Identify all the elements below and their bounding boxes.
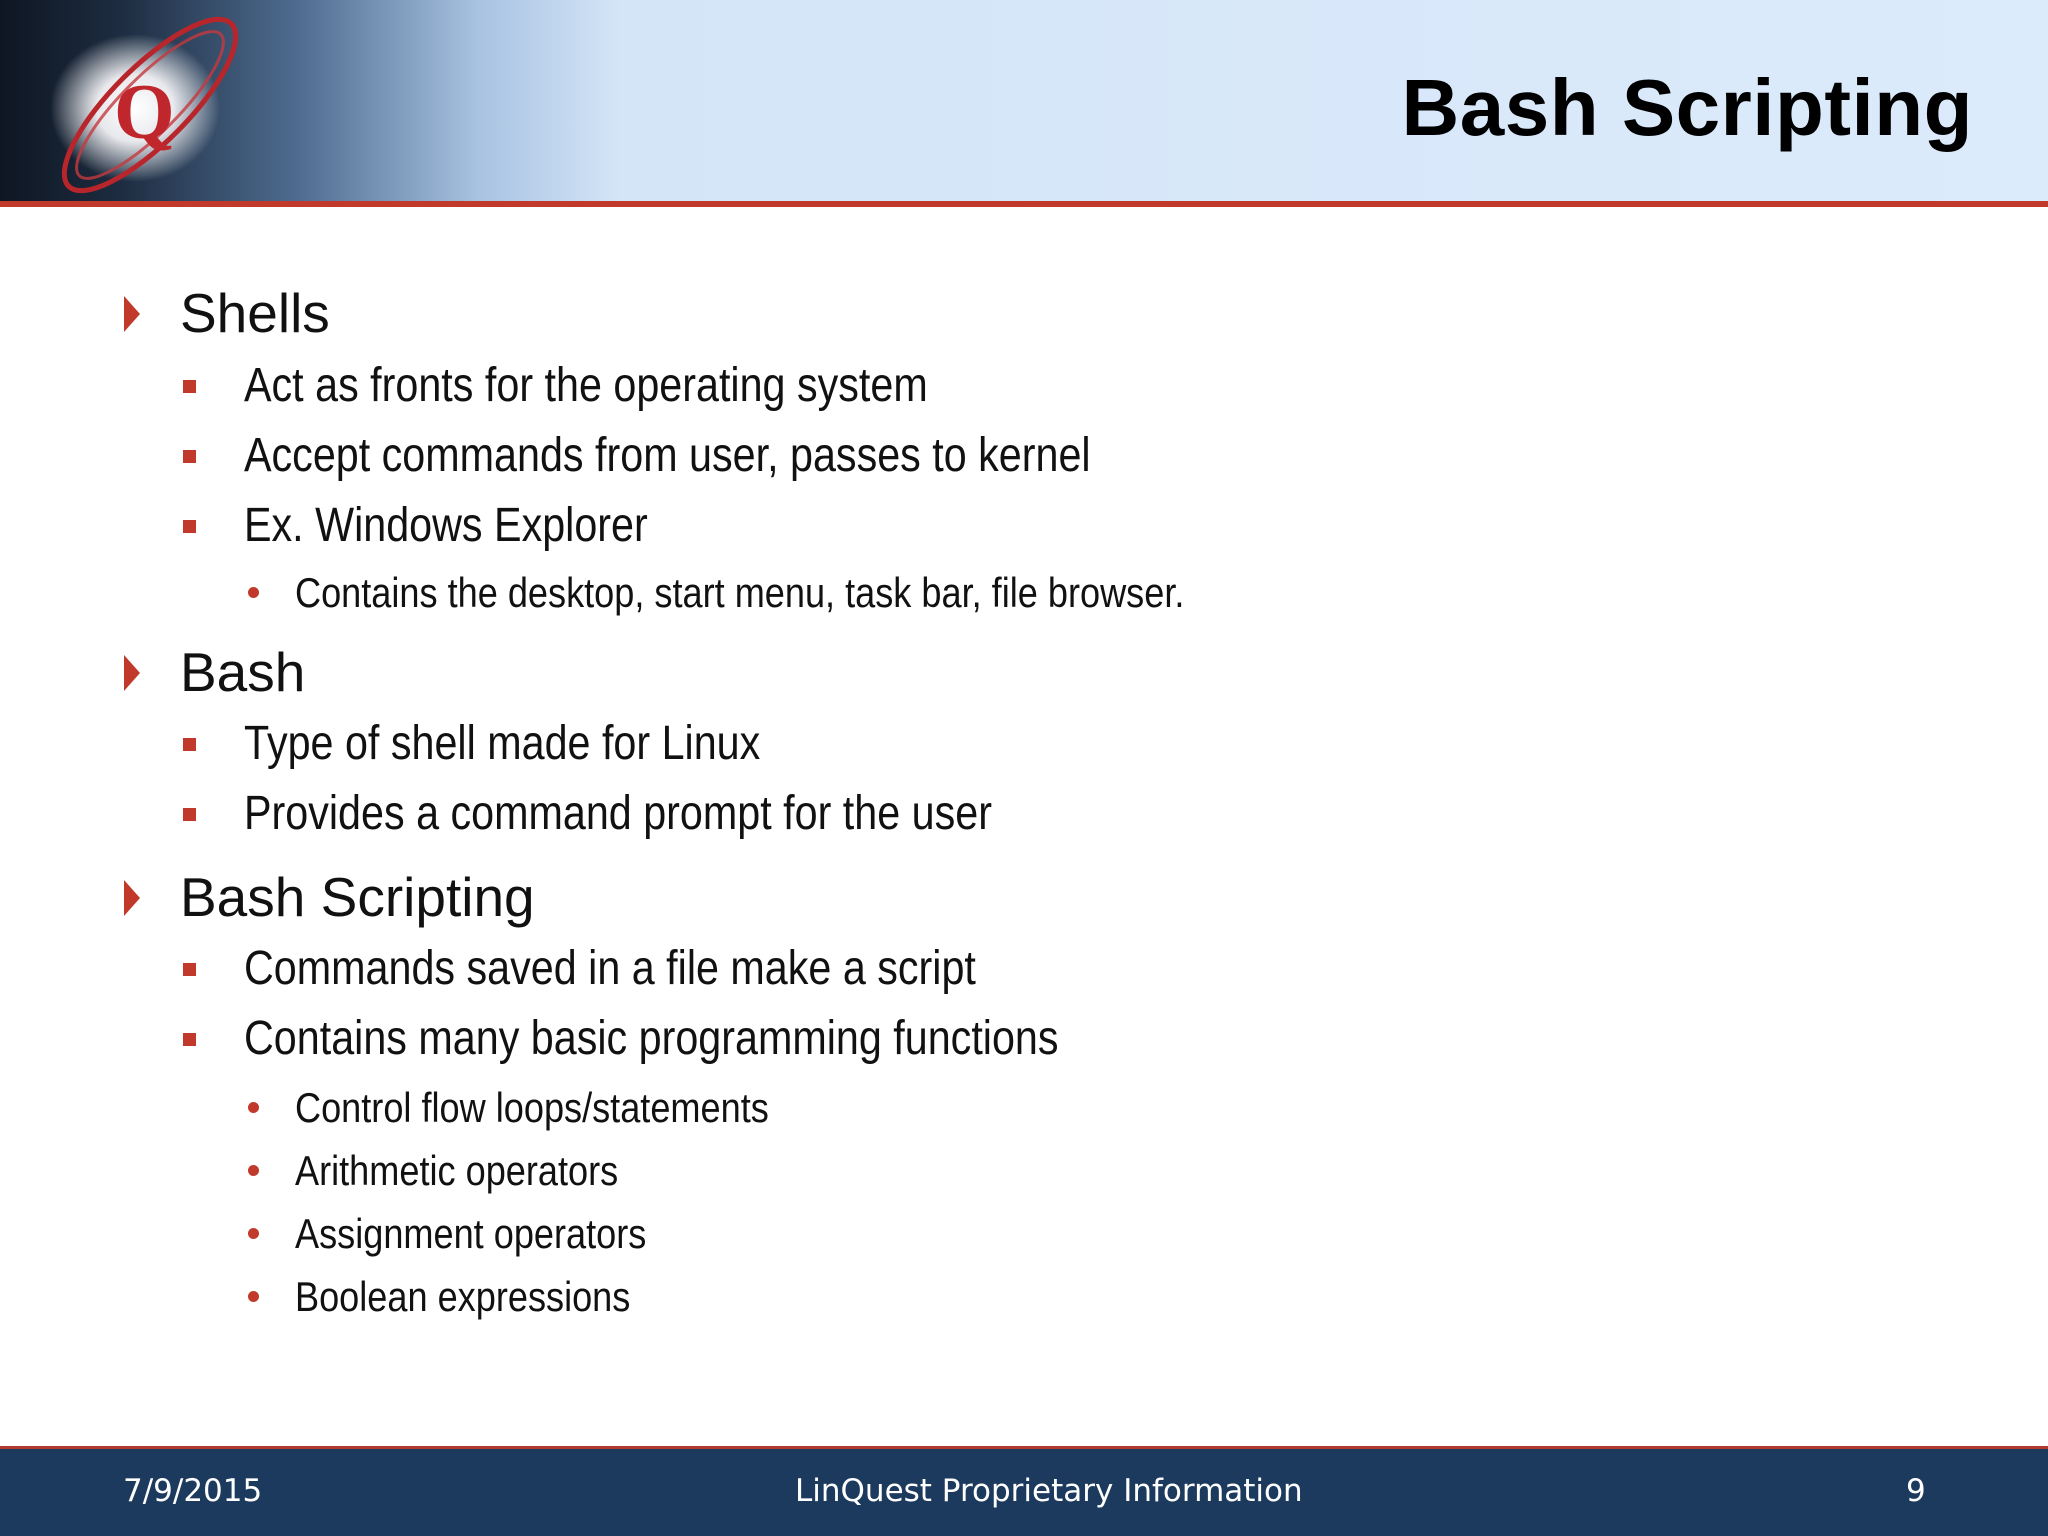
bullet-level3: Contains the desktop, start menu, task bar, file browser.	[295, 569, 1185, 616]
round-bullet-icon	[248, 1291, 259, 1302]
round-bullet-icon	[248, 1165, 259, 1176]
square-bullet-icon	[183, 520, 196, 533]
square-bullet-icon	[183, 808, 196, 821]
slide-title: Bash Scripting	[1401, 63, 1973, 152]
square-bullet-icon	[183, 380, 196, 393]
square-bullet-icon	[183, 738, 196, 751]
bullet-level2: Ex. Windows Explorer	[244, 499, 648, 552]
bullet-level3: Boolean expressions	[295, 1273, 631, 1320]
bullet-level1: Bash Scripting	[180, 866, 535, 928]
square-bullet-icon	[183, 1033, 196, 1046]
round-bullet-icon	[248, 1228, 259, 1239]
bullet-level3: Control flow loops/statements	[295, 1084, 769, 1131]
bullet-level2: Act as fronts for the operating system	[244, 359, 928, 412]
round-bullet-icon	[248, 587, 259, 598]
footer-date: 7/9/2015	[123, 1473, 263, 1509]
svg-text:Q: Q	[114, 68, 175, 155]
footer-proprietary-notice: LinQuest Proprietary Information	[795, 1473, 1303, 1509]
bullet-level2: Commands saved in a file make a script	[244, 942, 976, 995]
square-bullet-icon	[183, 963, 196, 976]
bullet-level3: Assignment operators	[295, 1210, 647, 1257]
bullet-level1: Shells	[180, 282, 330, 344]
bullet-level2: Type of shell made for Linux	[244, 717, 761, 770]
bullet-level2: Provides a command prompt for the user	[244, 787, 992, 840]
square-bullet-icon	[183, 450, 196, 463]
triangle-bullet-icon	[124, 880, 140, 916]
triangle-bullet-icon	[124, 655, 140, 691]
bullet-level1: Bash	[180, 641, 306, 703]
bullet-level2: Contains many basic programming functions	[244, 1012, 1059, 1065]
triangle-bullet-icon	[124, 296, 140, 332]
bullet-level2: Accept commands from user, passes to kernel	[244, 429, 1091, 482]
footer-page-number: 9	[1906, 1473, 1926, 1509]
bullet-level3: Arithmetic operators	[295, 1147, 619, 1194]
round-bullet-icon	[248, 1102, 259, 1113]
